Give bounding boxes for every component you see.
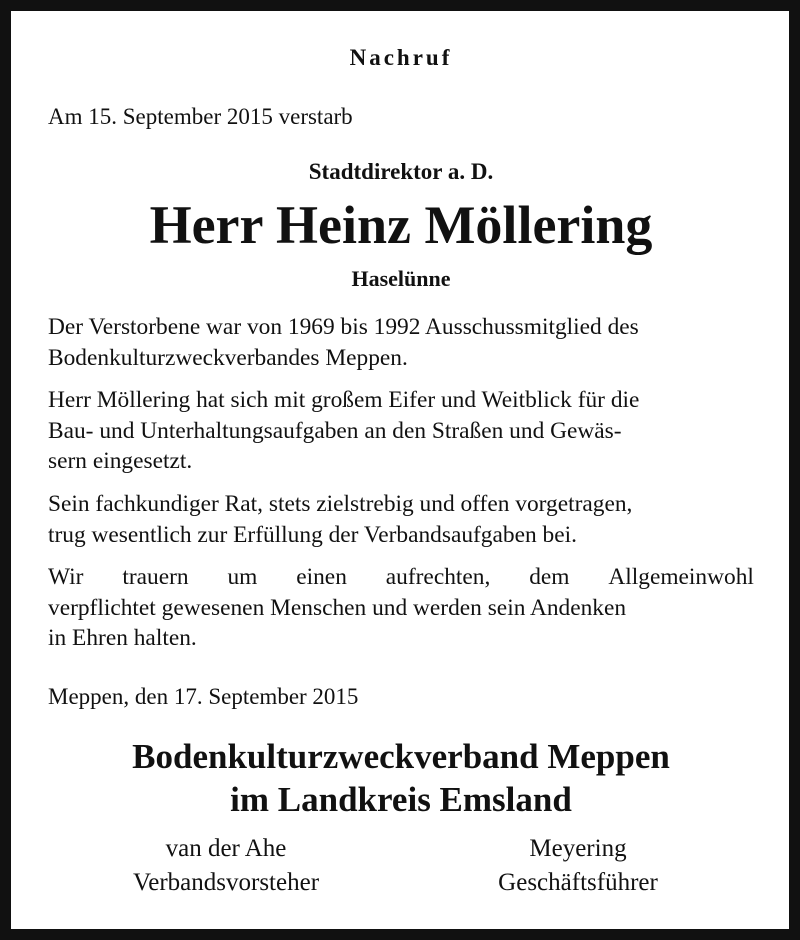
word: trauern — [122, 564, 189, 590]
deceased-place: Haselünne — [351, 266, 451, 291]
word: Wir — [48, 564, 84, 590]
dateline: Meppen, den 17. September 2015 — [48, 684, 359, 709]
signatory-role: Geschäftsführer — [498, 869, 658, 896]
deceased-title: Stadtdirektor a. D. — [308, 159, 494, 184]
paragraph-line: Bodenkulturzweckverbandes Meppen. — [48, 344, 408, 371]
organization-line: Bodenkulturzweckverband Meppen — [132, 737, 670, 776]
paragraph-line: Bau- und Unterhaltungsaufgaben an den Straßen und Gewäs- — [48, 417, 622, 444]
signatory-name: van der Ahe — [165, 835, 287, 862]
signatory-role: Verbandsvorsteher — [132, 869, 320, 896]
signatory-left — [76, 832, 376, 900]
paragraph-line: Herr Möllering hat sich mit großem Eifer und Weitblick für die — [48, 387, 640, 413]
paragraph-line: trug wesentlich zur Erfüllung der Verbandsaufgaben bei. — [48, 521, 577, 548]
deceased-name: Herr Heinz Möllering — [149, 195, 653, 255]
organization-name — [48, 735, 754, 821]
paragraph-membership — [48, 312, 754, 373]
word: einen — [296, 564, 347, 590]
intro-text: Am 15. September 2015 verstarb — [48, 104, 353, 129]
paragraph-merits — [48, 385, 754, 477]
notice-heading: Nachruf — [349, 45, 453, 70]
word: aufrechten, — [385, 564, 491, 590]
paragraph-mourning — [48, 562, 754, 654]
word: dem — [529, 564, 570, 590]
signatory-name: Meyering — [529, 835, 627, 862]
paragraph-line-justified — [48, 562, 754, 593]
paragraph-line: Sein fachkundiger Rat, stets zielstrebig und offen vorgetragen, — [48, 491, 633, 517]
paragraph-line: Der Verstorbene war von 1969 bis 1992 Ausschussmitglied des — [48, 314, 639, 340]
paragraph-counsel — [48, 489, 754, 550]
paragraph-line: in Ehren halten. — [48, 625, 197, 651]
signatory-right — [428, 832, 728, 900]
word: um — [227, 564, 258, 590]
paragraph-line: verpflichtet gewesenen Menschen und werden sein Andenken — [48, 594, 627, 621]
paragraph-line: sern eingesetzt. — [48, 448, 193, 474]
word: Allgemeinwohl — [608, 564, 754, 590]
organization-line: im Landkreis Emsland — [230, 780, 572, 819]
